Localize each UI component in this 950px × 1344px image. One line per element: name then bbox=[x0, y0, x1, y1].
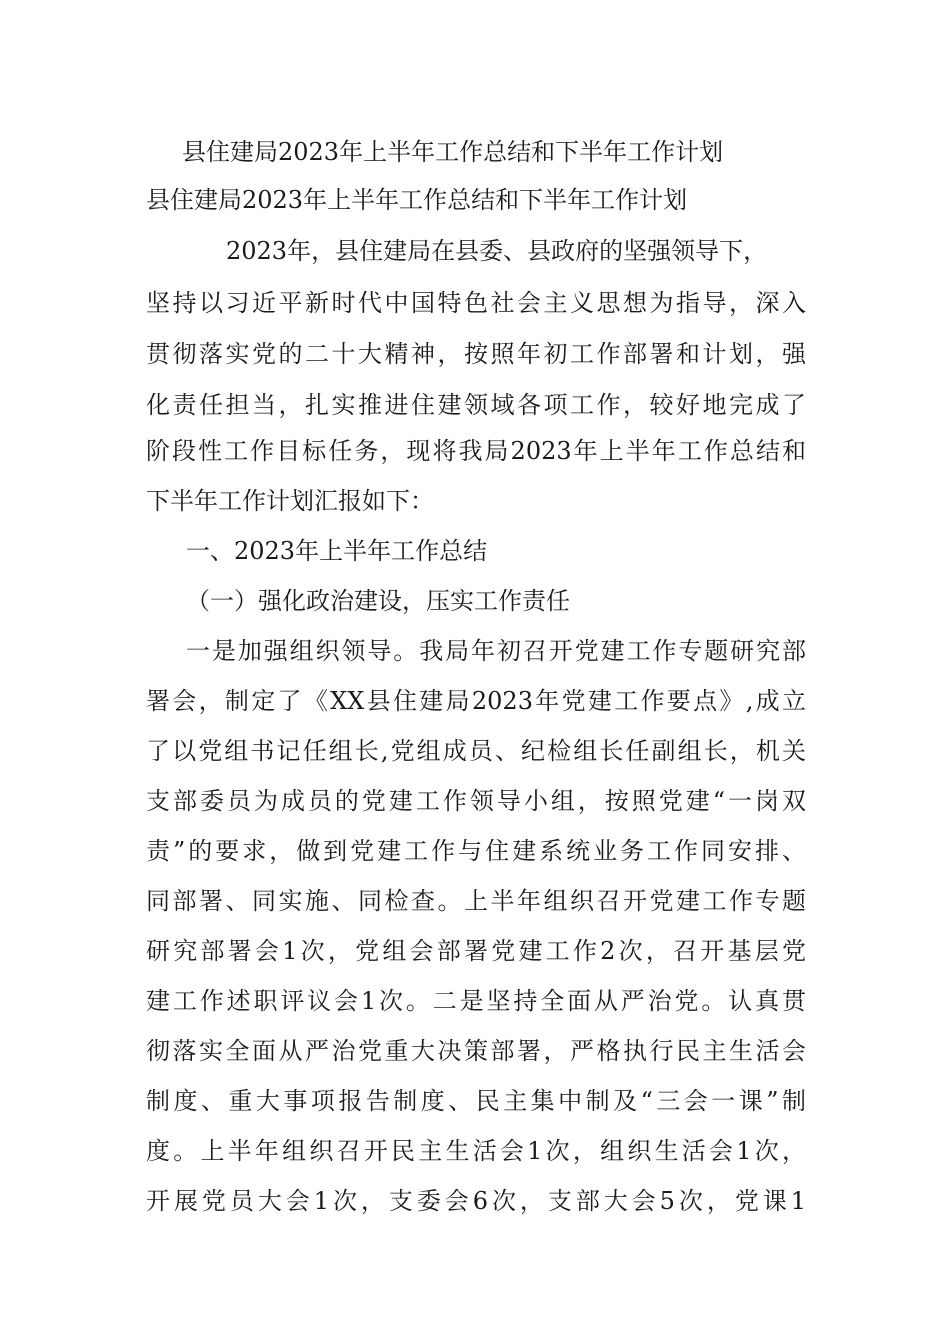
body-line: 署会，制定了《XX县住建局2023年党建工作要点》,成立 bbox=[146, 687, 806, 715]
intro-line: 阶段性工作目标任务，现将我局2023年上半年工作总结和 bbox=[146, 437, 806, 465]
intro-line: 2023年，县住建局在县委、县政府的坚强领导下， bbox=[226, 237, 768, 265]
subsection-heading: （一）强化政治建设，压实工作责任 bbox=[186, 587, 570, 615]
body-line: 研究部署会1次，党组会部署党建工作2次，召开基层党 bbox=[146, 937, 806, 965]
document-title: 县住建局2023年上半年工作总结和下半年工作计划 bbox=[146, 186, 688, 214]
intro-line: 化责任担当，扎实推进住建领域各项工作，较好地完成了 bbox=[146, 391, 806, 419]
body-line: 开展党员大会1次，支委会6次，支部大会5次，党课1 bbox=[146, 1187, 806, 1215]
body-line: 彻落实全面从严治党重大决策部署，严格执行民主生活会 bbox=[146, 1037, 806, 1065]
body-line: 责”的要求，做到党建工作与住建系统业务工作同安排、 bbox=[146, 837, 806, 865]
intro-line: 坚持以习近平新时代中国特色社会主义思想为指导，深入 bbox=[146, 289, 806, 317]
intro-line: 下半年工作计划汇报如下： bbox=[146, 487, 434, 515]
body-line: 建工作述职评议会1次。二是坚持全面从严治党。认真贯 bbox=[146, 987, 806, 1015]
body-line: 支部委员为成员的党建工作领导小组，按照党建“一岗双 bbox=[146, 787, 806, 815]
body-line: 一是加强组织领导。我局年初召开党建工作专题研究部 bbox=[186, 637, 806, 665]
body-line: 制度、重大事项报告制度、民主集中制及“三会一课”制 bbox=[146, 1087, 806, 1115]
intro-line: 贯彻落实党的二十大精神，按照年初工作部署和计划，强 bbox=[146, 340, 806, 368]
section-heading: 一、2023年上半年工作总结 bbox=[186, 537, 488, 565]
body-line: 了以党组书记任组长,党组成员、纪检组长任副组长，机关 bbox=[146, 737, 806, 765]
document-header-title: 县住建局2023年上半年工作总结和下半年工作计划 bbox=[182, 138, 724, 166]
body-line: 同部署、同实施、同检查。上半年组织召开党建工作专题 bbox=[146, 887, 806, 915]
body-line: 度。上半年组织召开民主生活会1次，组织生活会1次， bbox=[146, 1137, 806, 1165]
